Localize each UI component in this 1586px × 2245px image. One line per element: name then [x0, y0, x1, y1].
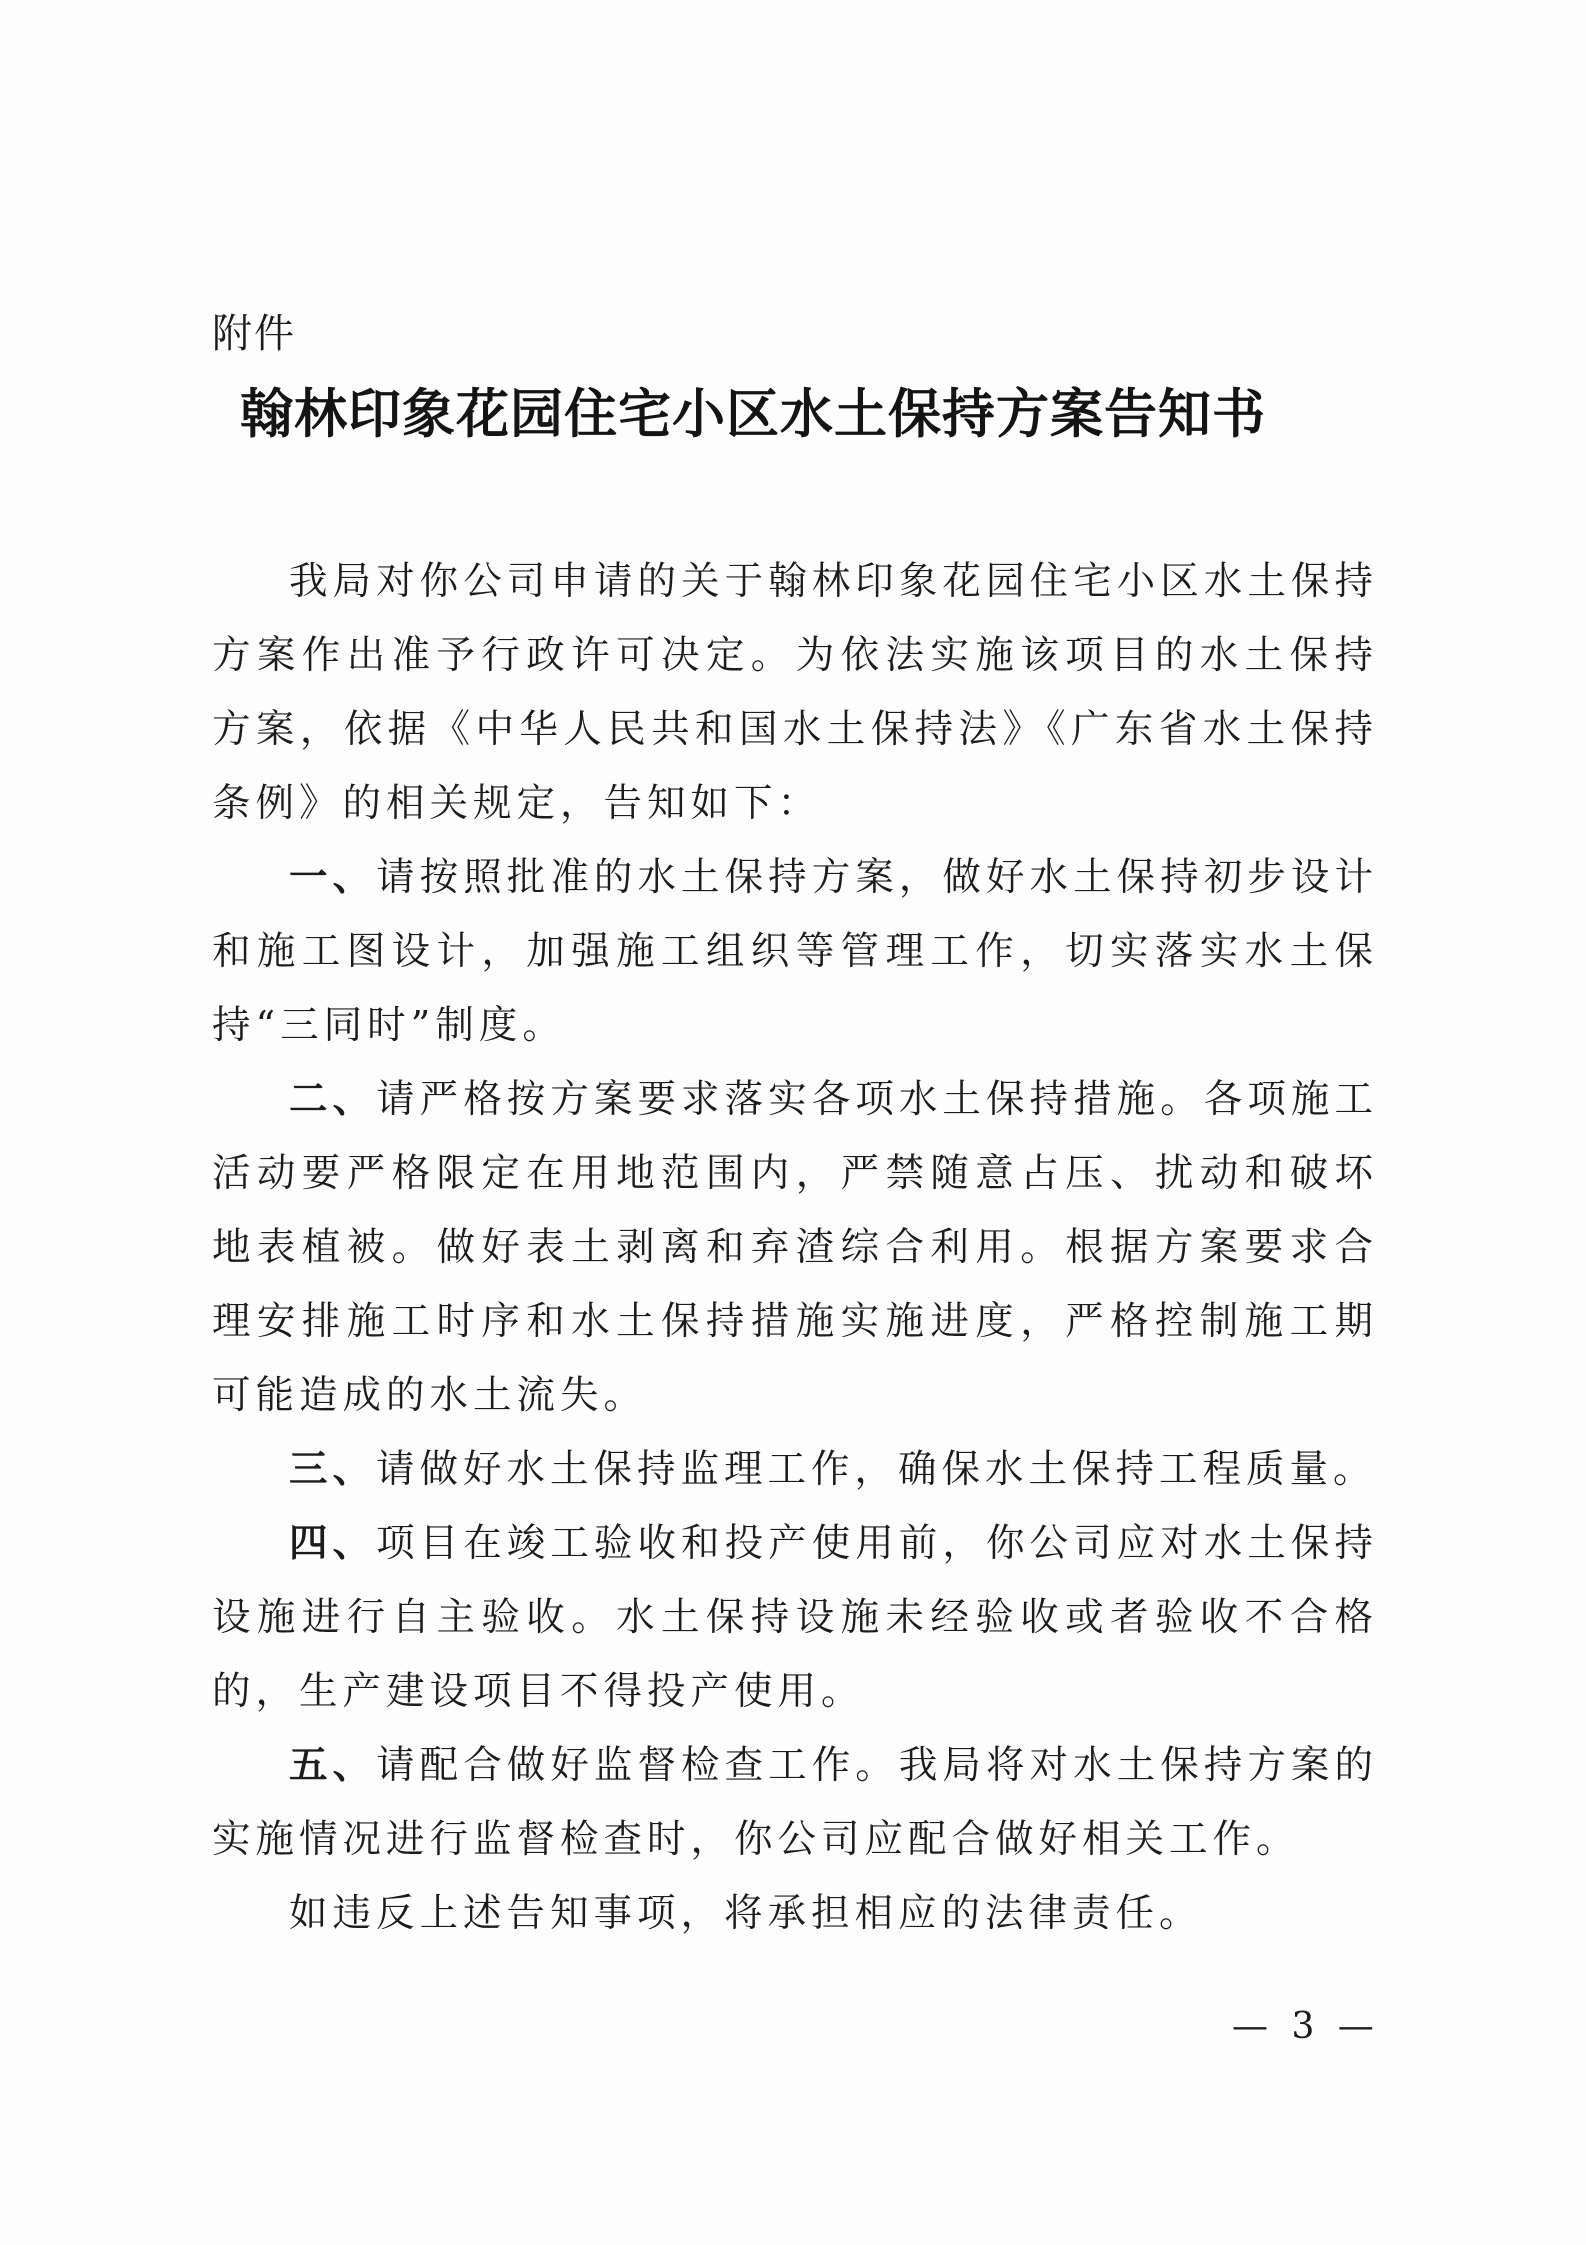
intro-paragraph: 我局对你公司申请的关于翰林印象花园住宅小区水土保持方案作出准予行政许可决定。为依法实施该项目的水土保持方案，依据《中华人民共和国水土保持法》《广东省水土保持条例》的相关规定，告知如下：	[212, 559, 1378, 826]
item-number: 四、	[289, 1521, 377, 1566]
item-paragraph-1	[212, 841, 1378, 1063]
page-number: — 3 —	[1232, 2006, 1380, 2047]
document-title: 翰林印象花园住宅小区水土保持方案告知书	[240, 383, 1266, 445]
item-text: 请按照批准的水土保持方案，做好水土保持初步设计和施工图设计，加强施工组织等管理工作，切实落实水土保持“三同时”制度。	[212, 855, 1378, 1048]
item-text: 请配合做好监督检查工作。我局将对水土保持方案的实施情况进行监督检查时，你公司应配合做好相关工作。	[212, 1743, 1378, 1862]
item-paragraph-2	[212, 1063, 1378, 1433]
item-number: 三、	[289, 1447, 377, 1492]
item-text: 请做好水土保持监理工作，确保水土保持工程质量。	[376, 1447, 1377, 1492]
item-number: 一、	[289, 855, 377, 900]
item-text: 项目在竣工验收和投产使用前，你公司应对水土保持设施进行自主验收。水土保持设施未经验收或者验收不合格的，生产建设项目不得投产使用。	[212, 1521, 1378, 1714]
item-number: 二、	[289, 1077, 377, 1122]
document-body	[212, 545, 1378, 1951]
item-paragraph-4	[212, 1507, 1378, 1729]
item-text: 请严格按方案要求落实各项水土保持措施。各项施工活动要严格限定在用地范围内，严禁随意占压、扰动和破坏地表植被。做好表土剥离和弃渣综合利用。根据方案要求合理安排施工时序和水土保持措施实施进度，严格控制施工期可能造成的水土流失。	[212, 1077, 1378, 1418]
attachment-label: 附件	[212, 311, 296, 357]
item-paragraph-3	[212, 1433, 1378, 1507]
item-number: 五、	[289, 1743, 377, 1788]
item-paragraph-5	[212, 1729, 1378, 1877]
closing-paragraph: 如违反上述告知事项，将承担相应的法律责任。	[289, 1891, 1203, 1936]
